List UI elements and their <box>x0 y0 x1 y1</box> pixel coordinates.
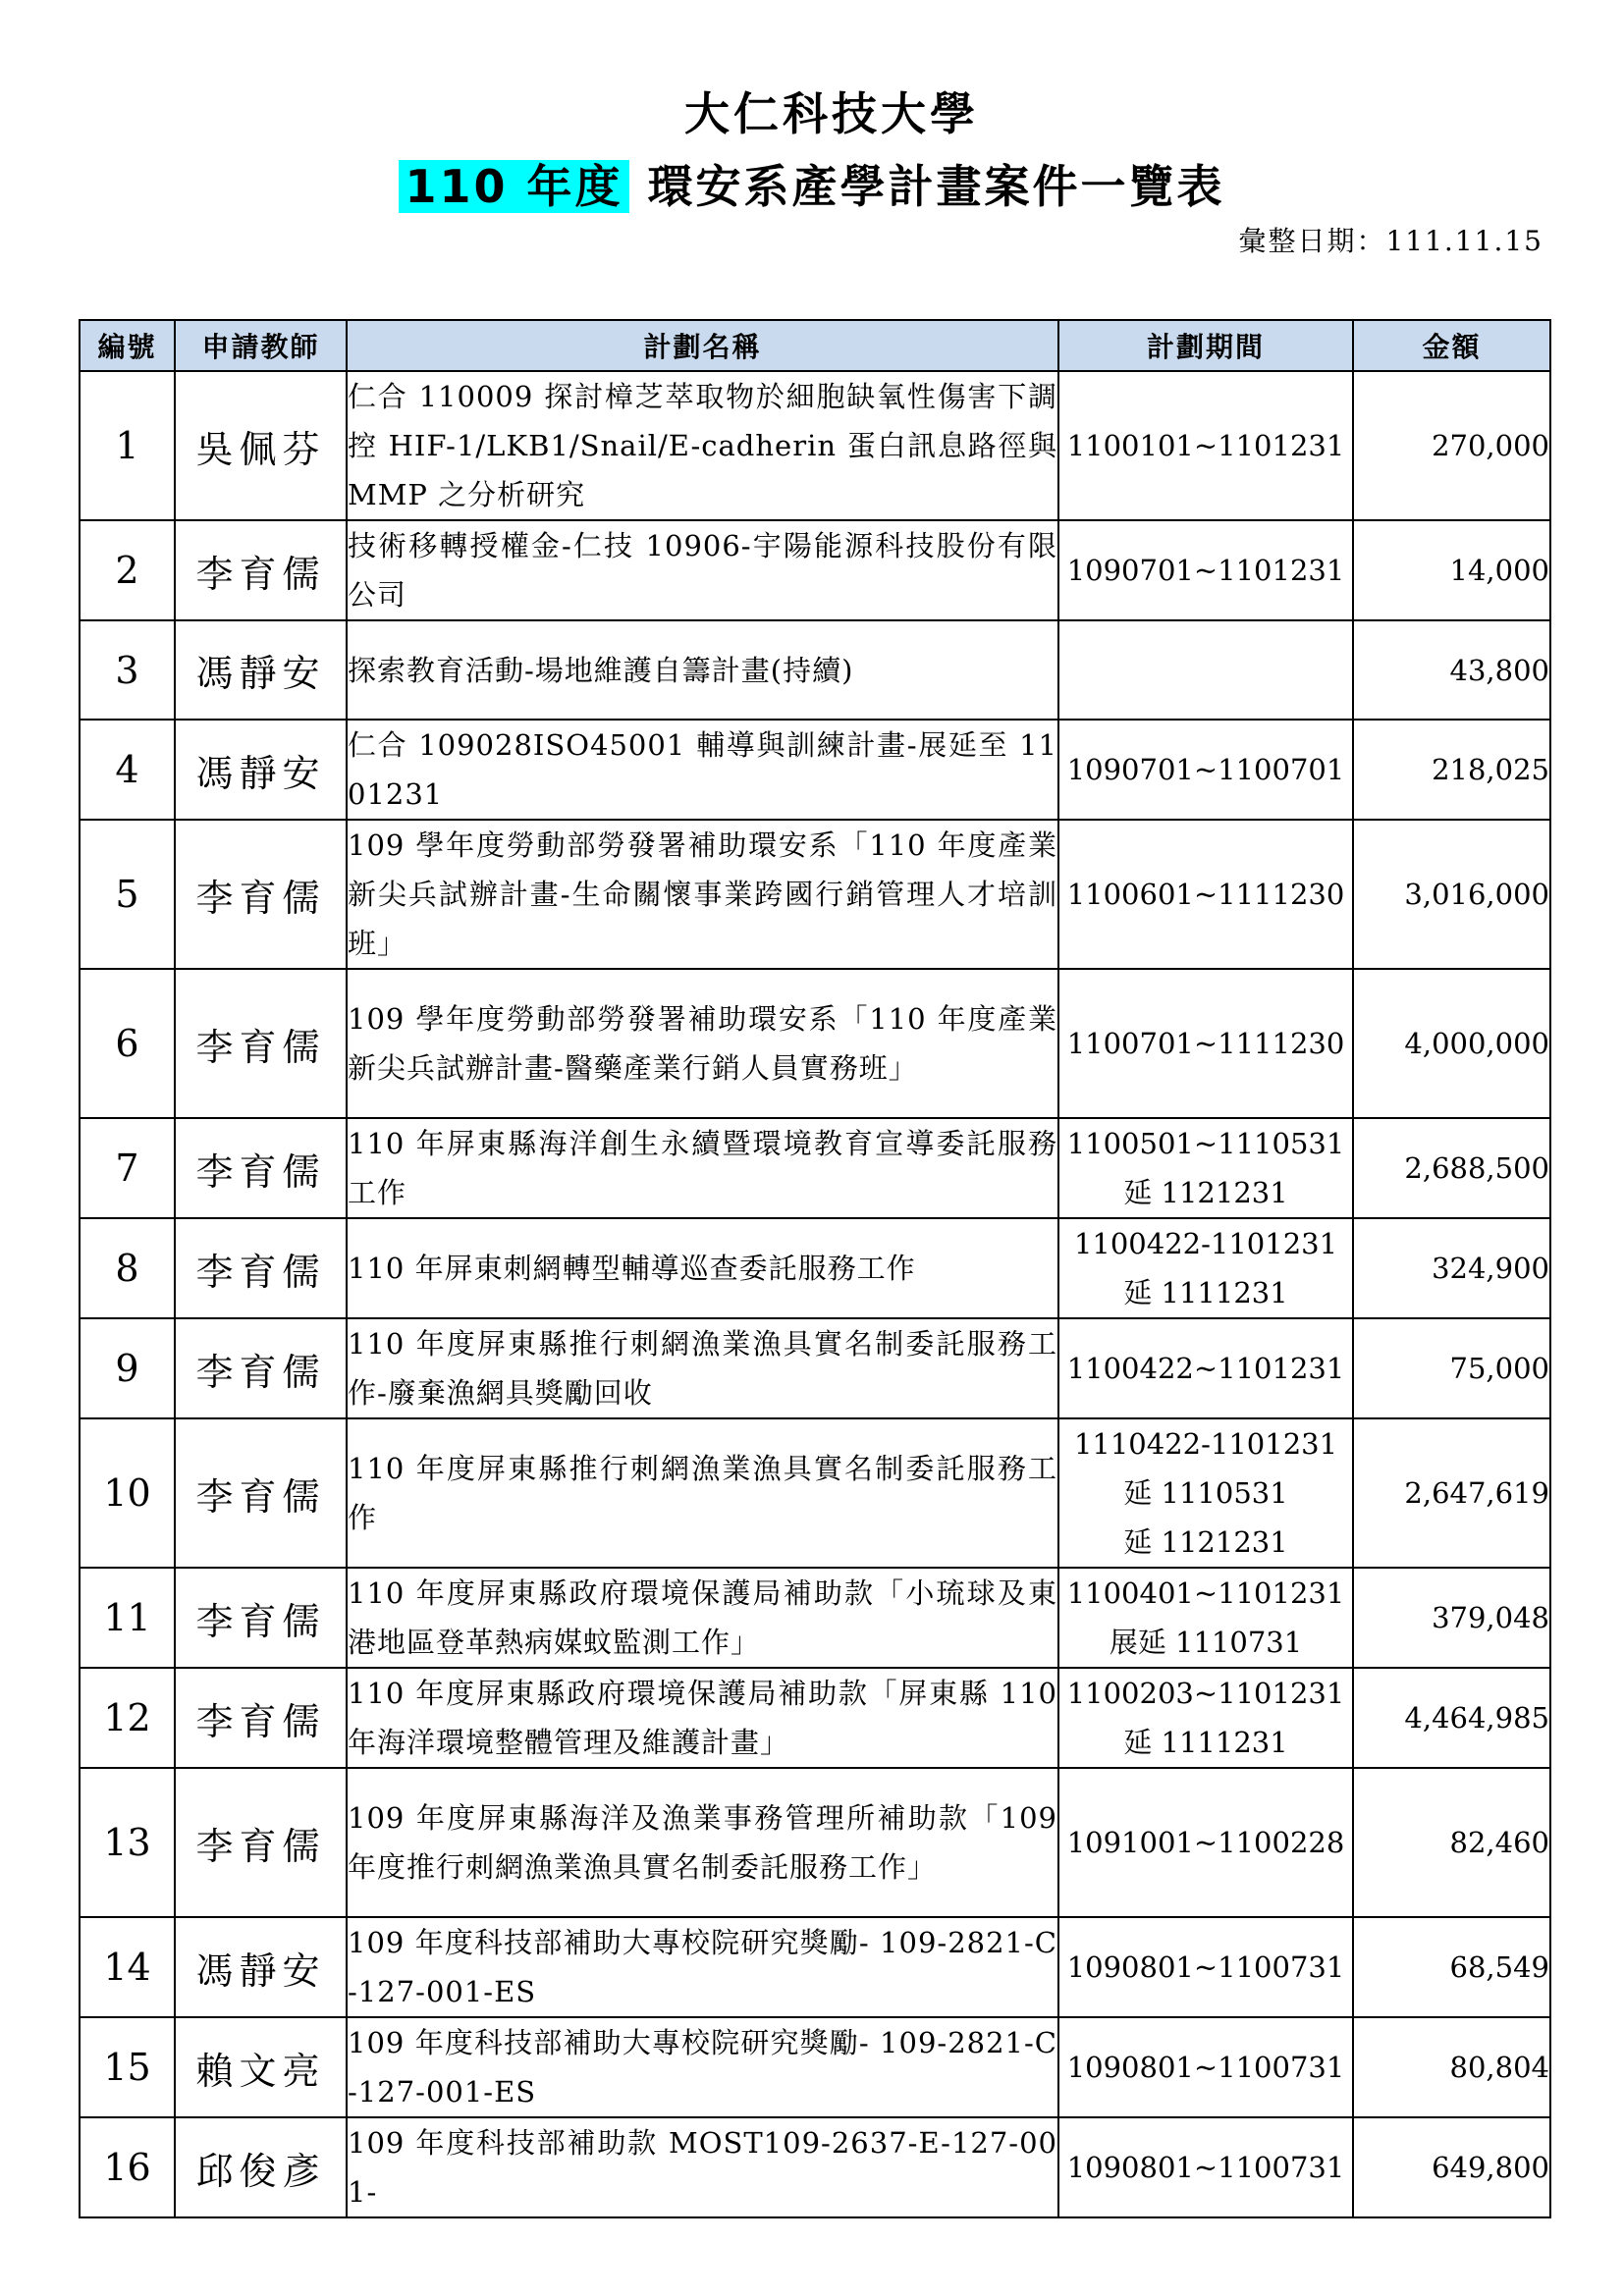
teacher-name: 馮靜安 <box>175 720 347 820</box>
period-line: 1090801~1100731 <box>1066 2151 1345 2184</box>
amount: 2,647,619 <box>1353 1418 1550 1568</box>
table-row <box>80 1917 1550 2017</box>
period-line: 1090701~1100701 <box>1066 753 1345 786</box>
amount: 3,016,000 <box>1353 820 1550 969</box>
period-line: 1100422-1101231 <box>1073 1227 1338 1260</box>
compile-date: 彙整日期：111.11.15 <box>1238 225 1543 257</box>
project-name: 109 年度科技部補助款 MOST109-2637-E-127-001- <box>347 2117 1058 2217</box>
project-name: 109 學年度勞動部勞發署補助環安系「110 年度產業新尖兵試辦計畫-生命關懷事業跨國行銷管理人才培訓班」 <box>347 820 1058 969</box>
table-row <box>80 520 1550 620</box>
row-number: 2 <box>80 520 175 620</box>
period-line: 1091001~1100228 <box>1066 1826 1345 1859</box>
teacher-name: 李育儒 <box>175 1768 347 1917</box>
period-line: 延 1121231 <box>1123 1176 1288 1209</box>
row-number: 16 <box>80 2117 175 2217</box>
teacher-name: 李育儒 <box>175 1118 347 1218</box>
amount: 68,549 <box>1353 1917 1550 2017</box>
row-number: 5 <box>80 820 175 969</box>
row-number: 15 <box>80 2017 175 2117</box>
period-line: 1100601~1111230 <box>1066 878 1345 911</box>
project-period <box>1058 1318 1353 1418</box>
row-number: 8 <box>80 1218 175 1318</box>
table-row <box>80 1568 1550 1668</box>
column-header-number: 編號 <box>80 320 175 371</box>
amount: 4,464,985 <box>1353 1668 1550 1768</box>
header-row <box>80 320 1550 371</box>
teacher-name: 馮靜安 <box>175 620 347 720</box>
project-name: 109 學年度勞動部勞發署補助環安系「110 年度產業新尖兵試辦計畫-醫藥產業行銷人員實務班」 <box>347 969 1058 1118</box>
project-name: 110 年度屏東縣推行刺網漁業漁具實名制委託服務工作-廢棄漁網具獎勵回收 <box>347 1318 1058 1418</box>
column-header-amount: 金額 <box>1353 320 1550 371</box>
period-line: 展延 1110731 <box>1109 1626 1303 1659</box>
amount: 80,804 <box>1353 2017 1550 2117</box>
teacher-name: 吳佩芬 <box>175 371 347 520</box>
table-row <box>80 2017 1550 2117</box>
table-row <box>80 969 1550 1118</box>
project-period <box>1058 1768 1353 1917</box>
project-name: 110 年度屏東縣政府環境保護局補助款「小琉球及東港地區登革熱病媒蚊監測工作」 <box>347 1568 1058 1668</box>
project-period <box>1058 620 1353 720</box>
project-period <box>1058 969 1353 1118</box>
row-number: 11 <box>80 1568 175 1668</box>
amount: 2,688,500 <box>1353 1118 1550 1218</box>
table-row <box>80 1118 1550 1218</box>
teacher-name: 李育儒 <box>175 1668 347 1768</box>
period-line: 延 1111231 <box>1123 1726 1288 1759</box>
period-line: 1090801~1100731 <box>1066 2051 1345 2084</box>
title-text: 環安系產學計畫案件一覽表 <box>647 160 1225 213</box>
teacher-name: 李育儒 <box>175 969 347 1118</box>
amount: 4,000,000 <box>1353 969 1550 1118</box>
amount: 218,025 <box>1353 720 1550 820</box>
teacher-name: 李育儒 <box>175 1218 347 1318</box>
teacher-name: 賴文亮 <box>175 2017 347 2117</box>
period-line: 1100422~1101231 <box>1066 1352 1345 1385</box>
teacher-name: 邱俊彥 <box>175 2117 347 2217</box>
amount: 324,900 <box>1353 1218 1550 1318</box>
row-number: 12 <box>80 1668 175 1768</box>
period-line: 1090801~1100731 <box>1066 1950 1345 1984</box>
table-title <box>0 151 1624 222</box>
table-row <box>80 1668 1550 1768</box>
period-line: 延 1110531 <box>1123 1476 1288 1510</box>
period-line: 1110422-1101231 <box>1073 1427 1338 1461</box>
project-period <box>1058 1418 1353 1568</box>
project-name: 仁合 110009 探討樟芝萃取物於細胞缺氧性傷害下調控 HIF-1/LKB1/Snail/E-cadherin 蛋白訊息路徑與 MMP 之分析研究 <box>347 371 1058 520</box>
project-name: 技術移轉授權金-仁技 10906-宇陽能源科技股份有限公司 <box>347 520 1058 620</box>
amount: 14,000 <box>1353 520 1550 620</box>
table-row <box>80 1218 1550 1318</box>
project-period <box>1058 820 1353 969</box>
teacher-name: 馮靜安 <box>175 1917 347 2017</box>
project-period <box>1058 1218 1353 1318</box>
period-line: 1100203~1101231 <box>1066 1677 1345 1710</box>
table-row <box>80 620 1550 720</box>
table-row <box>80 1418 1550 1568</box>
table-row <box>80 720 1550 820</box>
project-period <box>1058 1568 1353 1668</box>
project-name: 仁合 109028ISO45001 輔導與訓練計畫-展延至 1101231 <box>347 720 1058 820</box>
table-row <box>80 2117 1550 2217</box>
teacher-name: 李育儒 <box>175 1418 347 1568</box>
period-line: 1100101~1101231 <box>1066 429 1345 462</box>
project-name: 探索教育活動-場地維護自籌計畫(持續) <box>347 620 1058 720</box>
year-highlight: 110 年度 <box>399 160 628 213</box>
project-period <box>1058 1118 1353 1218</box>
period-line: 1100401~1101231 <box>1066 1576 1345 1610</box>
period-line: 延 1121231 <box>1123 1525 1288 1559</box>
project-name: 109 年度科技部補助大專校院研究獎勵- 109-2821-C-127-001-ES <box>347 1917 1058 2017</box>
table-row <box>80 1768 1550 1917</box>
project-period <box>1058 2017 1353 2117</box>
school-name: 大仁科技大學 <box>684 87 979 140</box>
table-row <box>80 371 1550 520</box>
project-period <box>1058 1668 1353 1768</box>
project-table <box>79 319 1551 2218</box>
column-header-period: 計劃期間 <box>1058 320 1353 371</box>
project-name: 110 年屏東刺網轉型輔導巡查委託服務工作 <box>347 1218 1058 1318</box>
row-number: 4 <box>80 720 175 820</box>
table-row <box>80 820 1550 969</box>
table-row <box>80 1318 1550 1418</box>
amount: 379,048 <box>1353 1568 1550 1668</box>
column-header-teacher: 申請教師 <box>175 320 347 371</box>
project-name: 109 年度科技部補助大專校院研究獎勵- 109-2821-C-127-001-ES <box>347 2017 1058 2117</box>
period-line: 1100701~1111230 <box>1066 1027 1345 1060</box>
amount: 649,800 <box>1353 2117 1550 2217</box>
row-number: 13 <box>80 1768 175 1917</box>
row-number: 6 <box>80 969 175 1118</box>
project-name: 110 年度屏東縣推行刺網漁業漁具實名制委託服務工作 <box>347 1418 1058 1568</box>
amount: 43,800 <box>1353 620 1550 720</box>
column-header-project-name: 計劃名稱 <box>347 320 1058 371</box>
row-number: 10 <box>80 1418 175 1568</box>
teacher-name: 李育儒 <box>175 1318 347 1418</box>
project-period <box>1058 371 1353 520</box>
project-name: 110 年屏東縣海洋創生永續暨環境教育宣導委託服務工作 <box>347 1118 1058 1218</box>
project-name: 109 年度屏東縣海洋及漁業事務管理所補助款「109 年度推行刺網漁業漁具實名制委託服務工作」 <box>347 1768 1058 1917</box>
row-number: 7 <box>80 1118 175 1218</box>
row-number: 1 <box>80 371 175 520</box>
teacher-name: 李育儒 <box>175 820 347 969</box>
teacher-name: 李育儒 <box>175 520 347 620</box>
period-line: 1090701~1101231 <box>1066 554 1345 587</box>
teacher-name: 李育儒 <box>175 1568 347 1668</box>
amount: 270,000 <box>1353 371 1550 520</box>
project-name: 110 年度屏東縣政府環境保護局補助款「屏東縣 110 年海洋環境整體管理及維護計畫」 <box>347 1668 1058 1768</box>
table-body <box>80 371 1550 2217</box>
project-period <box>1058 520 1353 620</box>
amount: 75,000 <box>1353 1318 1550 1418</box>
document-title <box>0 79 1624 222</box>
amount: 82,460 <box>1353 1768 1550 1917</box>
period-line: 1100501~1110531 <box>1066 1127 1345 1160</box>
project-period <box>1058 1917 1353 2017</box>
period-line: 延 1111231 <box>1123 1276 1288 1309</box>
project-period <box>1058 2117 1353 2217</box>
project-period <box>1058 720 1353 820</box>
row-number: 14 <box>80 1917 175 2017</box>
row-number: 9 <box>80 1318 175 1418</box>
row-number: 3 <box>80 620 175 720</box>
